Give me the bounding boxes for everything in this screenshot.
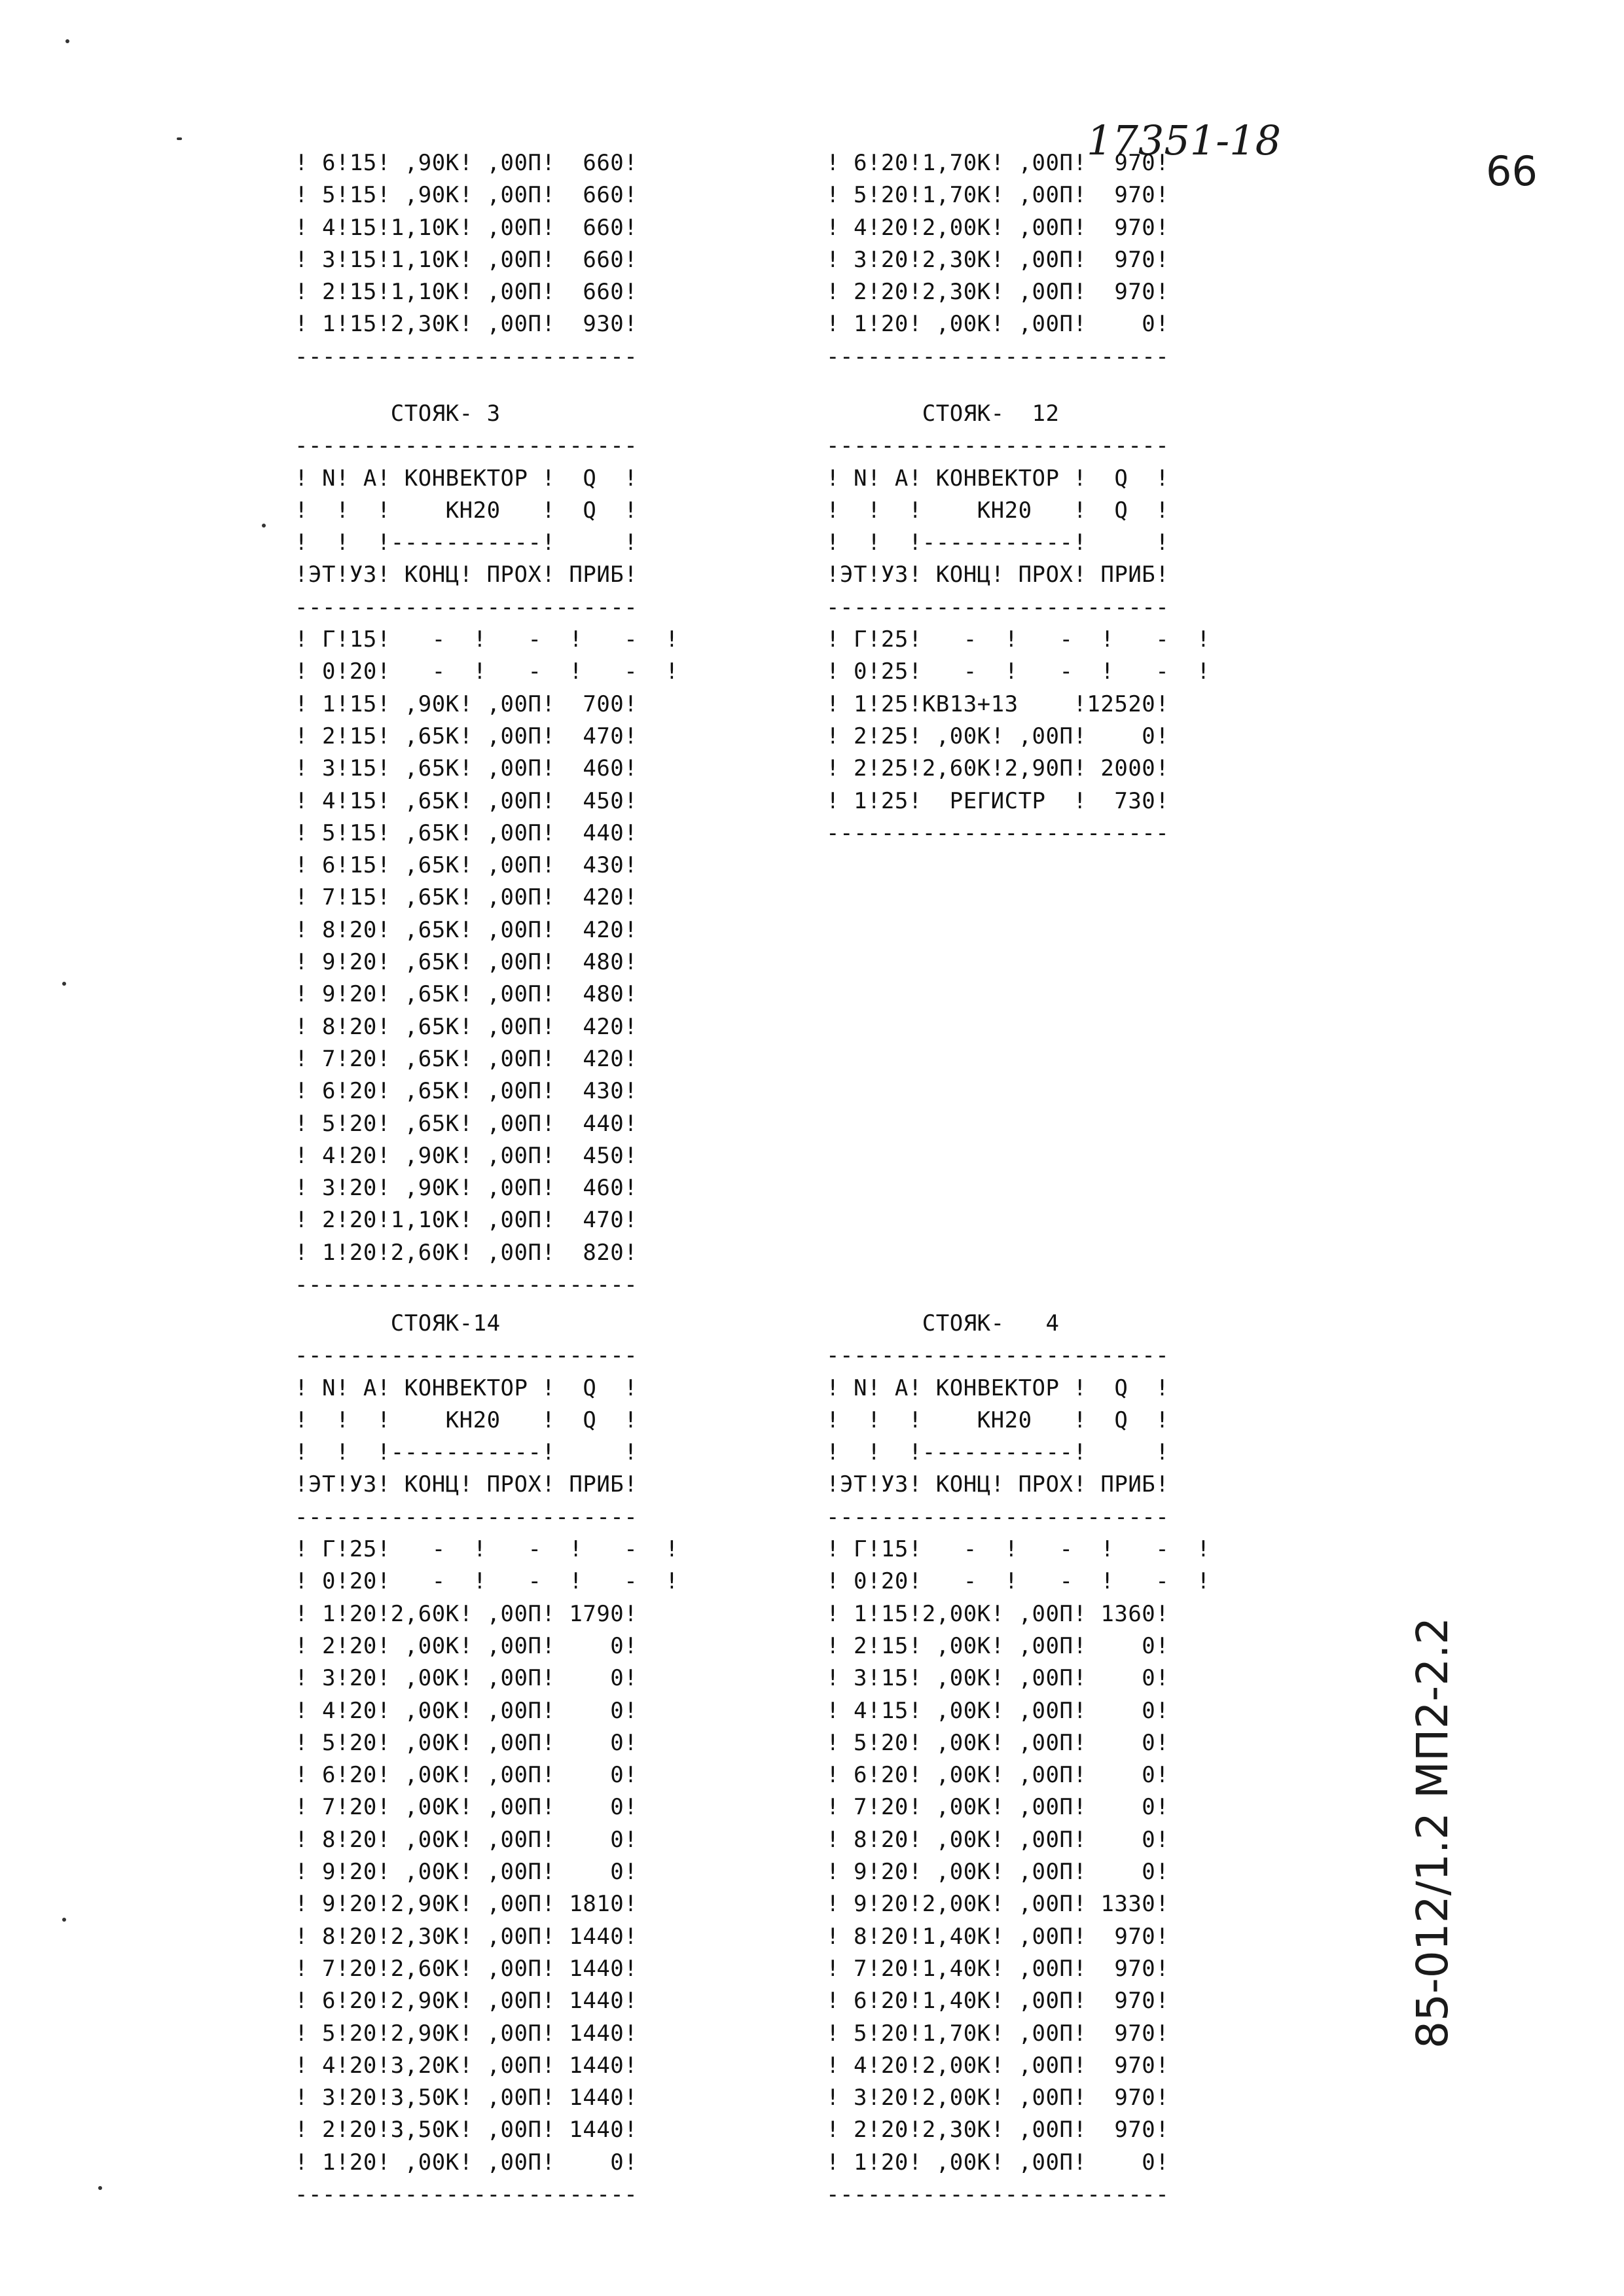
document-code: 85-012/1.2 МП2-2.2 — [1407, 1617, 1458, 2049]
table-title: СТОЯК-14 — [295, 1310, 501, 1336]
table-rows: ------------------------- ! N! А! КОНВЕКТОР ! Q ! ! ! ! КН20 ! Q ! ! ! !-----------! ! !ЭТ!УЗ! КОНЦ! ПРОХ! ПРИБ! ------------------------- ! Г!15! - ! - ! - ! ! 0!20! - ! - ! - ! ! 1!15!2,00К! ,00П! 1360! ! 2!15! ,00К! ,00П! 0! ! 3!15! ,00К! ,00П! 0! ! 4!15! ,00К! ,00П! 0! ! 5!20! ,00К! ,00П! 0! ! 6!20! ,00К! ,00П! 0! ! 7!20! ,00К! ,00П! 0! ! 8!20! ,00К! ,00П! 0! ! 9!20! ,00К! ,00П! 0! ! 9!20!2,00К! ,00П! 1330! ! 8!20!1,40К! ,00П! 970! ! 7!20!1,40К! ,00П! 970! ! 6!20!1,40К! ,00П! 970! ! 5!20!1,70К! ,00П! 970! ! 4!20!2,00К! ,00П! 970! ! 3!20!2,00К! ,00П! 970! ! 2!20!2,30К! ,00П! 970! ! 1!20! ,00К! ,00П! 0! ------------------------- — [826, 1342, 1211, 2208]
scan-speck — [65, 39, 69, 43]
table-rows: ------------------------- ! N! А! КОНВЕКТОР ! Q ! ! ! ! КН20 ! Q ! ! ! !-----------! ! !ЭТ!УЗ! КОНЦ! ПРОХ! ПРИБ! ------------------------- ! Г!25! - ! - ! - ! ! 0!20! - ! - ! - ! ! 1!20!2,60К! ,00П! 1790! ! 2!20! ,00К! ,00П! 0! ! 3!20! ,00К! ,00П! 0! ! 4!20! ,00К! ,00П! 0! ! 5!20! ,00К! ,00П! 0! ! 6!20! ,00К! ,00П! 0! ! 7!20! ,00К! ,00П! 0! ! 8!20! ,00К! ,00П! 0! ! 9!20! ,00К! ,00П! 0! ! 9!20!2,90К! ,00П! 1810! ! 8!20!2,30К! ,00П! 1440! ! 7!20!2,60К! ,00П! 1440! ! 6!20!2,90К! ,00П! 1440! ! 5!20!2,90К! ,00П! 1440! ! 4!20!3,20К! ,00П! 1440! ! 3!20!3,50К! ,00П! 1440! ! 2!20!3,50К! ,00П! 1440! ! 1!20! ,00К! ,00П! 0! ------------------------- — [295, 1342, 679, 2208]
page-number: 66 — [1486, 147, 1538, 195]
scan-speck — [98, 2186, 102, 2190]
handwritten-reference: 17351-18 — [1087, 117, 1282, 164]
table-title: СТОЯК- 3 — [295, 401, 501, 427]
table-stoyak-4 — [826, 1308, 1210, 2211]
table-rows: ------------------------- ! N! А! КОНВЕКТОР ! Q ! ! ! ! КН20 ! Q ! ! ! !-----------! ! !ЭТ!УЗ! КОНЦ! ПРОХ! ПРИБ! ------------------------- ! Г!15! - ! - ! - ! ! 0!20! - ! - ! - ! ! 1!15! ,90К! ,00П! 700! ! 2!15! ,65К! ,00П! 470! ! 3!15! ,65К! ,00П! 460! ! 4!15! ,65К! ,00П! 450! ! 5!15! ,65К! ,00П! 440! ! 6!15! ,65К! ,00П! 430! ! 7!15! ,65К! ,00П! 420! ! 8!20! ,65К! ,00П! 420! ! 9!20! ,65К! ,00П! 480! ! 9!20! ,65К! ,00П! 480! ! 8!20! ,65К! ,00П! 420! ! 7!20! ,65К! ,00П! 420! ! 6!20! ,65К! ,00П! 430! ! 5!20! ,65К! ,00П! 440! ! 4!20! ,90К! ,00П! 450! ! 3!20! ,90К! ,00П! 460! ! 2!20!1,10К! ,00П! 470! ! 1!20!2,60К! ,00П! 820! ------------------------- — [295, 433, 679, 1299]
table-rows: ! 6!20!1,70К! ,00П! 970! ! 5!20!1,70К! ,00П! 970! ! 4!20!2,00К! ,00П! 970! ! 3!20!2,30К! ,00П! 970! ! 2!20!2,30К! ,00П! 970! ! 1!20! ,00К! ,00П! 0! ------------------------- — [826, 150, 1170, 370]
scan-speck — [177, 137, 182, 140]
table-stoyak-12 — [826, 398, 1210, 850]
table-rows: ! 6!15! ,90К! ,00П! 660! ! 5!15! ,90К! ,00П! 660! ! 4!15!1,10К! ,00П! 660! ! 3!15!1,10К! ,00П! 660! ! 2!15!1,10К! ,00П! 660! ! 1!15!2,30К! ,00П! 930! ------------------------- — [295, 150, 638, 370]
table-stoyak-14 — [295, 1308, 679, 2211]
table-fragment-top-left — [295, 147, 638, 373]
scan-speck — [262, 524, 266, 528]
table-title: СТОЯК- 4 — [826, 1310, 1060, 1336]
table-fragment-top-right — [826, 147, 1169, 373]
scan-speck — [62, 1918, 66, 1922]
table-stoyak-3 — [295, 398, 679, 1301]
scan-speck — [62, 982, 66, 986]
table-title: СТОЯК- 12 — [826, 401, 1060, 427]
table-rows: ------------------------- ! N! А! КОНВЕКТОР ! Q ! ! ! ! КН20 ! Q ! ! ! !-----------! ! !ЭТ!УЗ! КОНЦ! ПРОХ! ПРИБ! ------------------------- ! Г!25! - ! - ! - ! ! 0!25! - ! - ! - ! ! 1!25!КВ13+13 !12520! ! 2!25! ,00К! ,00П! 0! ! 2!25!2,60К!2,90П! 2000! ! 1!25! РЕГИСТР ! 730! ------------------------- — [826, 433, 1211, 846]
